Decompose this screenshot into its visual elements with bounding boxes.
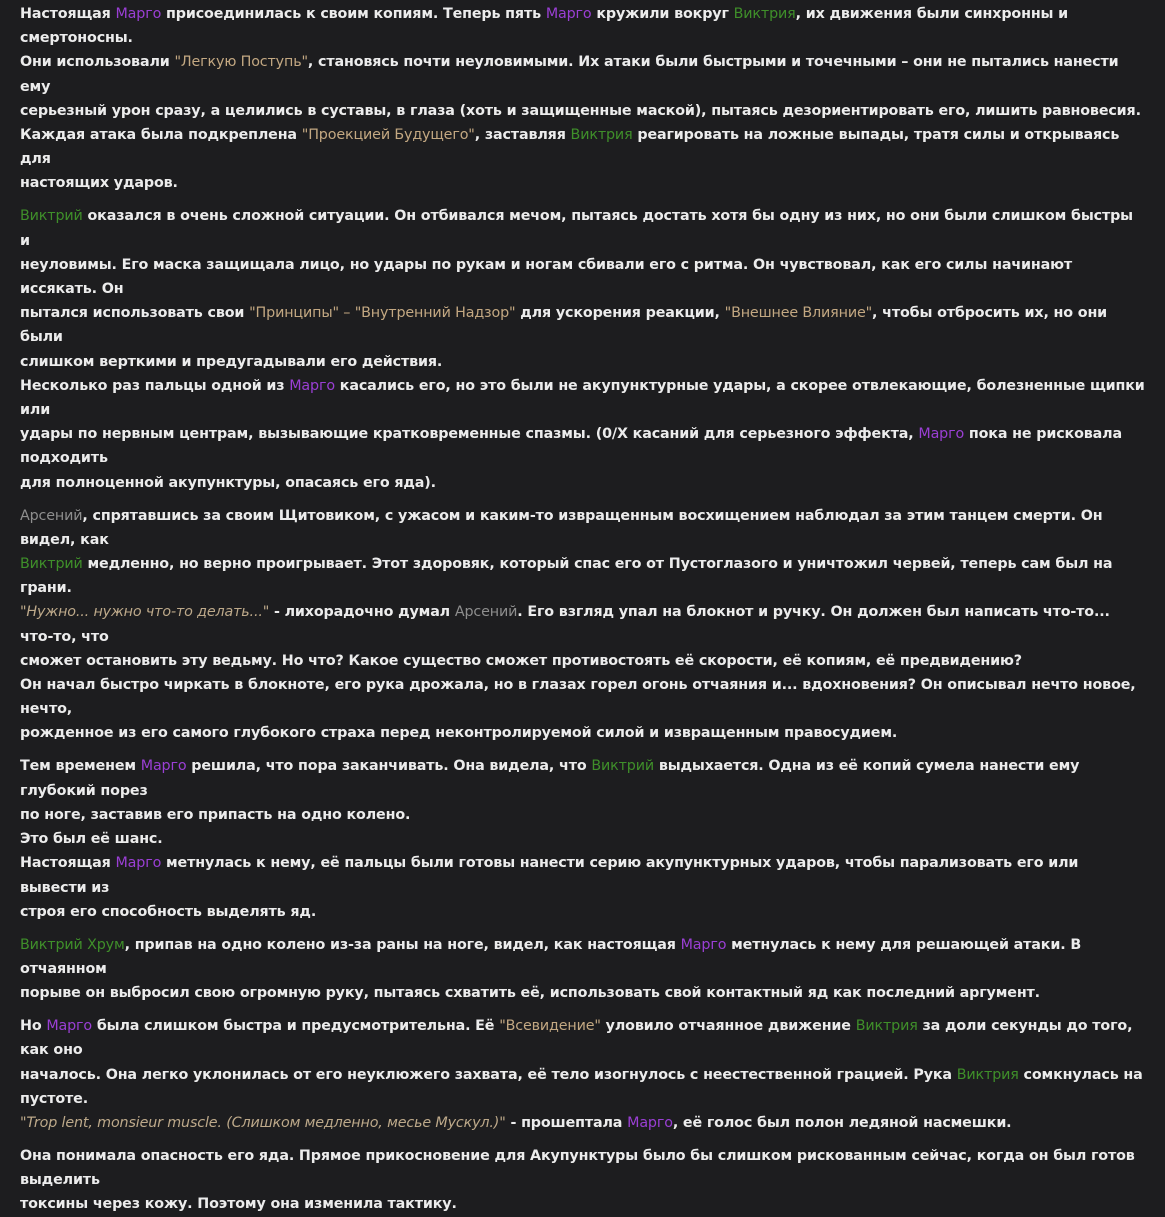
paragraph: [20, 1014, 1145, 1135]
margo-name: Марго: [140, 758, 187, 775]
narration-text: началось. Она легко уклонилась от его неуклюжего захвата, её тело изогнулось с неестественной грацией. Рука: [20, 1066, 957, 1083]
narration-text: токсины через кожу. Поэтому она изменила тактику.: [20, 1196, 457, 1213]
paragraph: [20, 2, 1145, 196]
skill-name: "Внешнее Влияние": [724, 305, 873, 322]
paragraph: [20, 933, 1145, 1006]
narration-text: выдыхается. Одна из её копий сумела нанести ему глубокий порез: [20, 758, 1080, 799]
text-line: [20, 981, 1145, 1005]
story-text: [20, 2, 1145, 1217]
text-line: [20, 552, 1145, 600]
skill-name: "Всевидение": [499, 1018, 601, 1035]
narration-text: медленно, но верно проигрывает. Этот здоровяк, который спас его от Пустоглазого и уничтожил червей, теперь сам был на грани.: [20, 556, 1113, 597]
text-line: [20, 1144, 1145, 1192]
narration-text: пока не рисковала подходить: [20, 426, 1123, 467]
text-line: [20, 803, 1145, 827]
paragraph: [20, 504, 1145, 746]
narration-text: пытался использовать свои: [20, 305, 250, 322]
narration-text: , становясь почти неуловимыми. Их атаки были быстрыми и точечными – они не пытались нанести ему: [20, 54, 1119, 95]
margo-name: Марго: [627, 1114, 673, 1131]
margo-name: Марго: [289, 377, 335, 394]
narration-text: сможет остановить эту ведьму. Но что? Какое существо сможет противостоять её скорости, её копиям, её предвидению?: [20, 652, 1022, 669]
quote-text: "Нужно... нужно что-то делать...": [20, 604, 270, 621]
narration-text: решила, что пора заканчивать. Она видела, что: [186, 758, 592, 775]
narration-text: для ускорения реакции,: [515, 305, 725, 322]
text-line: [20, 933, 1145, 981]
narration-text: присоединилась к своим копиям. Теперь пять: [161, 6, 546, 22]
narration-text: порыве он выбросил свою огромную руку, пытаясь схватить её, использовать свой контактный яд как последний аргумент.: [20, 985, 1040, 1002]
viktriy-name: Виктрий Хрум: [20, 936, 125, 953]
paragraph: [20, 754, 1145, 923]
text-line: [20, 50, 1145, 98]
narration-text: была слишком быстра и предусмотрительна. Её: [92, 1018, 500, 1035]
skill-name: "Проекцией Будущего": [301, 127, 475, 144]
narration-text: Она понимала опасность его яда. Прямое прикосновение для Акупунктуры было бы слишком рискованным сейчас, когда он был готов выделить: [20, 1147, 1135, 1189]
narration-text: Настоящая: [20, 6, 116, 22]
narration-text: Он начал быстро чиркать в блокноте, его рука дрожала, но в глазах горел огонь отчаяния и... вдохновения? Он описывал нечто новое, нечто,: [20, 677, 1136, 718]
narration-text: сомкнулась на пустоте.: [20, 1066, 1143, 1107]
text-line: [20, 827, 1145, 851]
margo-name: Марго: [680, 936, 727, 953]
narration-text: рожденное из его самого глубокого страха перед неконтролируемой силой и извращенным правосудием.: [20, 725, 898, 742]
narration-text: строя его способность выделять яд.: [20, 903, 317, 920]
narration-text: Несколько раз пальцы одной из: [20, 377, 290, 394]
narration-text: , её голос был полон ледяной насмешки.: [672, 1114, 1012, 1131]
text-line: [20, 649, 1145, 673]
margo-name: Марго: [545, 6, 592, 22]
narration-text: касались его, но это были не акупунктурные удары, а скорее отвлекающие, болезненные щипки или: [20, 377, 1145, 419]
skill-name: "Принципы" – "Внутренний Надзор": [249, 305, 516, 322]
narration-text: , заставляя: [474, 127, 571, 144]
narration-text: Настоящая: [20, 855, 116, 872]
text-line: [20, 1063, 1145, 1111]
margo-name: Марго: [918, 426, 965, 443]
text-line: [20, 754, 1145, 802]
narration-text: неуловимы. Его маска защищала лицо, но удары по рукам и ногам сбивали его с ритма. Он чувствовал, как его силы начинают иссякать. Он: [20, 256, 1072, 298]
narration-text: , спрятавшись за своим Щитовиком, с ужасом и каким-то извращенным восхищением наблюдал за этим танцем смерти. Он видел, как: [20, 507, 1103, 548]
text-line: [20, 350, 1145, 374]
narration-text: , их движения были синхронны и смертоносны.: [20, 6, 1069, 47]
narration-text: слишком верткими и предугадывали его действия.: [20, 353, 443, 370]
text-line: [20, 1111, 1145, 1135]
narration-text: , припав на одно колено из-за раны на ноге, видел, как настоящая: [124, 936, 681, 953]
viktriy-name: Виктрий: [20, 556, 83, 573]
viktriy-name: Виктрия: [570, 127, 633, 144]
viktriy-name: Виктрия: [855, 1018, 918, 1035]
narration-text: - лихорадочно думал: [269, 604, 455, 621]
narration-text: удары по нервным центрам, вызывающие кратковременные спазмы. (0/X касаний для серьезного эффекта,: [20, 426, 919, 443]
narration-text: Тем временем: [20, 758, 141, 775]
viktriy-name: Виктрия: [956, 1066, 1019, 1083]
arseniy-name: Арсений: [20, 507, 83, 524]
text-line: [20, 471, 1145, 495]
arseniy-name: Арсений: [454, 604, 518, 621]
narration-text: метнулась к нему для решающей атаки. В отчаянном: [20, 936, 1082, 977]
narration-text: уловило отчаянное движение: [600, 1018, 856, 1035]
text-line: [20, 171, 1145, 195]
text-line: [20, 504, 1145, 552]
narration-text: настоящих ударов.: [20, 175, 178, 192]
narration-text: метнулась к нему, её пальцы были готовы нанести серию акупунктурных ударов, чтобы парализовать его или вывести из: [20, 855, 1079, 896]
text-line: [20, 600, 1145, 648]
margo-name: Марго: [46, 1018, 93, 1035]
narration-text: для полноценной акупунктуры, опасаясь его яда).: [20, 474, 436, 491]
narration-text: серьезный урон сразу, а целились в суставы, в глаза (хоть и защищенные маской), пытаясь дезориентировать его, лишить равновесия.: [20, 102, 1141, 119]
narration-text: Но: [20, 1018, 47, 1035]
paragraph: [20, 1144, 1145, 1217]
text-line: [20, 422, 1145, 470]
narration-text: Они использовали: [20, 54, 175, 71]
narration-text: за доли секунды до того, как оно: [20, 1018, 1133, 1059]
narration-text: . Его взгляд упал на блокнот и ручку. Он должен был написать что-то... что-то, что: [20, 604, 1110, 645]
text-line: [20, 900, 1145, 924]
narration-text: по ноге, заставив его припасть на одно колено.: [20, 806, 411, 823]
text-line: [20, 721, 1145, 745]
text-line: [20, 99, 1145, 123]
text-line: [20, 204, 1145, 252]
narration-text: , чтобы отбросить их, но они были: [20, 305, 1108, 346]
margo-name: Марго: [115, 855, 162, 872]
margo-name: Марго: [115, 6, 162, 22]
text-line: [20, 123, 1145, 171]
text-line: [20, 1192, 1145, 1216]
text-line: [20, 374, 1145, 422]
narration-text: Каждая атака была подкреплена: [20, 127, 302, 144]
narration-text: Это был её шанс.: [20, 831, 163, 848]
text-line: [20, 851, 1145, 899]
narration-text: реагировать на ложные выпады, тратя силы и открываясь для: [20, 127, 1120, 168]
skill-name: "Легкую Поступь": [174, 54, 308, 71]
viktriy-name: Виктрий: [20, 208, 83, 225]
text-line: [20, 1014, 1145, 1062]
text-line: [20, 2, 1145, 50]
narration-text: оказался в очень сложной ситуации. Он отбивался мечом, пытаясь достать хотя бы одну из них, но они были слишком быстры и: [20, 208, 1133, 249]
viktriy-name: Виктрия: [733, 6, 796, 22]
paragraph: [20, 204, 1145, 494]
text-line: [20, 253, 1145, 301]
text-line: [20, 301, 1145, 349]
text-line: [20, 673, 1145, 721]
narration-text: кружили вокруг: [591, 6, 734, 22]
quote-text: "Trop lent, monsieur muscle. (Слишком медленно, месье Мускул.)": [20, 1114, 506, 1131]
narration-text: - прошептала: [505, 1114, 628, 1131]
viktriy-name: Виктрий: [591, 758, 655, 775]
